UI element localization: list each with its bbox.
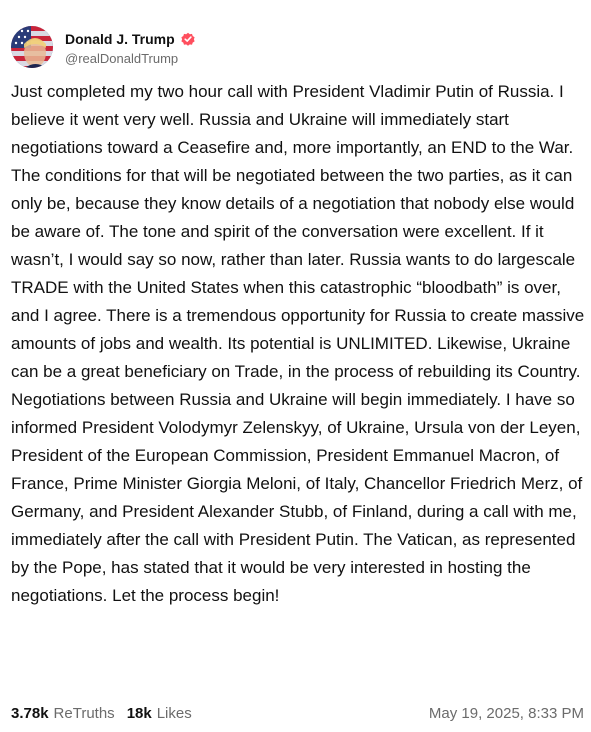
- author-display-name[interactable]: Donald J. Trump: [65, 31, 175, 47]
- verified-badge-icon: [180, 31, 196, 47]
- likes-label: Likes: [156, 704, 192, 722]
- likes-stat[interactable]: [127, 705, 192, 722]
- post-header: [11, 25, 196, 69]
- post-timestamp[interactable]: May 19, 2025, 8:33 PM: [428, 704, 584, 722]
- likes-count: 18k: [126, 704, 152, 722]
- retruths-stat[interactable]: [11, 705, 115, 722]
- retruths-label: ReTruths: [53, 704, 115, 722]
- avatar[interactable]: [11, 26, 53, 68]
- post-footer: [11, 702, 584, 724]
- author-handle[interactable]: @realDonaldTrump: [65, 51, 179, 66]
- post-body: Just completed my two hour call with President Vladimir Putin of Russia. I believe it went very well. Russia and Ukraine will immediately start negotiations toward a Ceasefire and, more importantly, an END to the War. The conditions for that will be negotiated between the two parties, as it can only be, because they know details of a negotiation that nobody else would be aware of. The tone and spirit of the conversation were excellent. If it wasn’t, I would say so now, rather than later. Russia wants to do largescale TRADE with the United States when this catastrophic “bloodbath” is over, and I agree. There is a tremendous opportunity for Russia to create massive amounts of jobs and wealth. Its potential is UNLIMITED. Likewise, Ukraine can be a great beneficiary on Trade, in the process of rebuilding its Country. Negotiations between Russia and Ukraine will begin immediately. I have so informed President Volodymyr Zelenskyy, of Ukraine, Ursula von der Leyen, President of the European Commission, President Emmanuel Macron, of France, Prime Minister Giorgia Meloni, of Italy, Chancellor Friedrich Merz, of Germany, and President Alexander Stubb, of Finland, during a call with me, immediately after the call with President Putin. The Vatican, as represented by the Pope, has stated that it would be very interested in hosting the negotiations. Let the process begin!: [11, 82, 585, 605]
- name-row: [65, 28, 196, 50]
- author-identity: [65, 28, 196, 66]
- flag-portrait-avatar-icon: [11, 26, 53, 68]
- retruths-count: 3.78k: [11, 704, 49, 722]
